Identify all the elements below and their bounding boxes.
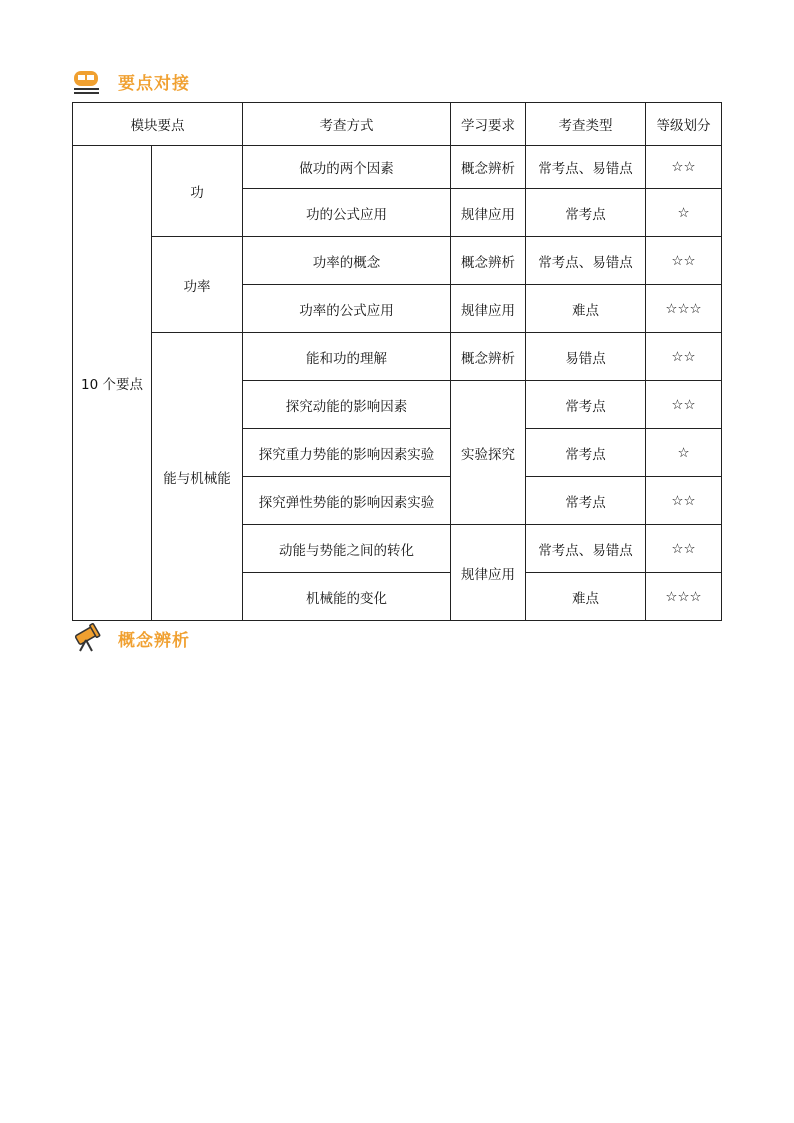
type-cell: 易错点 <box>526 333 646 381</box>
level-cell: ☆☆ <box>646 333 722 381</box>
telescope-icon <box>72 623 102 653</box>
type-cell: 常考点、易错点 <box>526 146 646 189</box>
type-cell: 常考点、易错点 <box>526 237 646 285</box>
level-cell: ☆ <box>646 429 722 477</box>
header-level: 等级划分 <box>646 103 722 146</box>
type-cell: 常考点 <box>526 429 646 477</box>
type-cell: 难点 <box>526 285 646 333</box>
header-row <box>73 103 722 146</box>
header-type: 考查类型 <box>526 103 646 146</box>
section-title: 要点对接 <box>118 73 190 94</box>
level-cell: ☆☆ <box>646 477 722 525</box>
method-cell: 机械能的变化 <box>243 573 451 621</box>
header-method: 考查方式 <box>243 103 451 146</box>
type-cell: 常考点 <box>526 477 646 525</box>
table-row <box>73 237 722 285</box>
method-cell: 功率的概念 <box>243 237 451 285</box>
requirement-cell: 规律应用 <box>451 285 526 333</box>
level-cell: ☆ <box>646 189 722 237</box>
header-requirement: 学习要求 <box>451 103 526 146</box>
method-cell: 探究弹性势能的影响因素实验 <box>243 477 451 525</box>
key-points-heading <box>72 66 190 96</box>
type-cell: 常考点 <box>526 189 646 237</box>
requirement-cell: 规律应用 <box>451 525 526 621</box>
group-work: 功 <box>152 146 243 237</box>
level-cell: ☆☆☆ <box>646 573 722 621</box>
table-row <box>73 333 722 381</box>
method-cell: 能和功的理解 <box>243 333 451 381</box>
type-cell: 常考点 <box>526 381 646 429</box>
level-cell: ☆☆ <box>646 525 722 573</box>
header-module: 模块要点 <box>73 103 243 146</box>
group-energy: 能与机械能 <box>152 333 243 621</box>
level-cell: ☆☆ <box>646 381 722 429</box>
table-row <box>73 146 722 189</box>
requirement-cell: 实验探究 <box>451 381 526 525</box>
summary-cell: 10 个要点 <box>73 146 152 621</box>
method-cell: 功的公式应用 <box>243 189 451 237</box>
method-cell: 做功的两个因素 <box>243 146 451 189</box>
requirement-cell: 概念辨析 <box>451 146 526 189</box>
key-points-table <box>72 102 722 621</box>
requirement-cell: 概念辨析 <box>451 333 526 381</box>
train-icon <box>72 66 102 96</box>
method-cell: 探究动能的影响因素 <box>243 381 451 429</box>
level-cell: ☆☆ <box>646 146 722 189</box>
level-cell: ☆☆ <box>646 237 722 285</box>
requirement-cell: 概念辨析 <box>451 237 526 285</box>
group-power: 功率 <box>152 237 243 333</box>
level-cell: ☆☆☆ <box>646 285 722 333</box>
requirement-cell: 规律应用 <box>451 189 526 237</box>
concept-heading <box>72 623 190 653</box>
method-cell: 动能与势能之间的转化 <box>243 525 451 573</box>
section-title: 概念辨析 <box>118 630 190 651</box>
method-cell: 功率的公式应用 <box>243 285 451 333</box>
type-cell: 常考点、易错点 <box>526 525 646 573</box>
method-cell: 探究重力势能的影响因素实验 <box>243 429 451 477</box>
type-cell: 难点 <box>526 573 646 621</box>
